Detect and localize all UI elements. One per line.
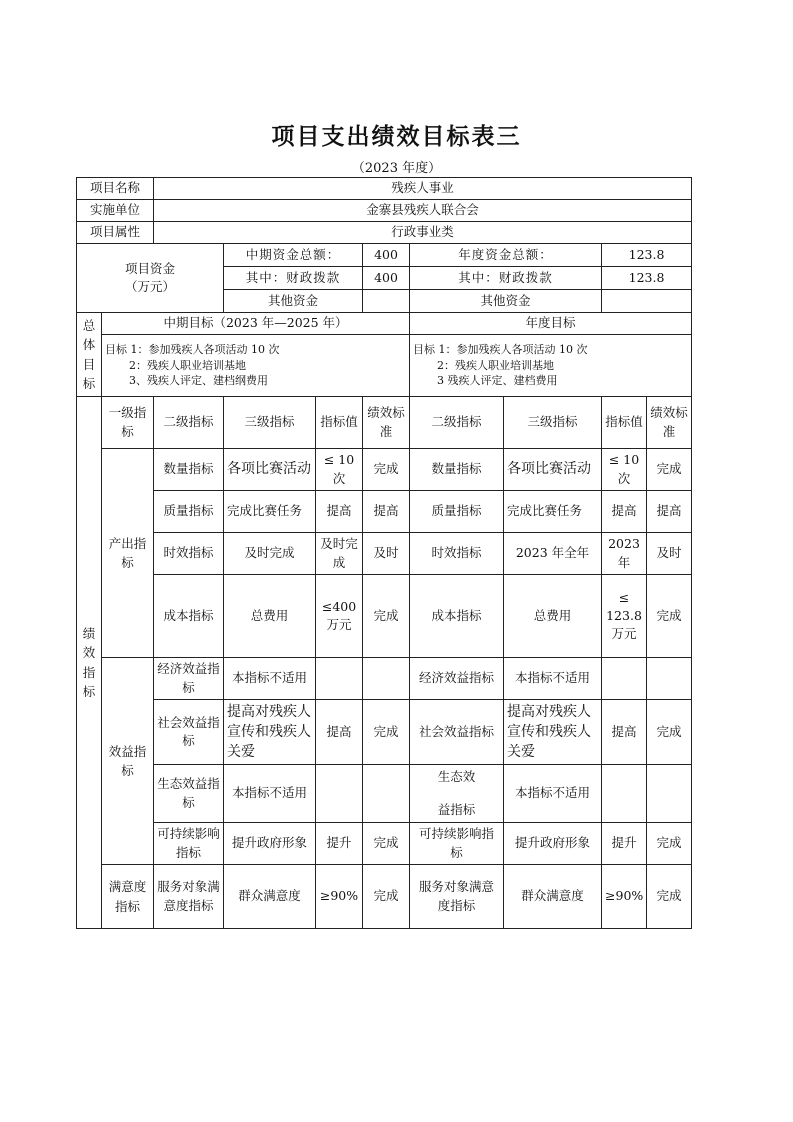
m-level3: 总费用	[224, 575, 316, 658]
y-level3: 2023 年全年	[504, 533, 602, 575]
m-level2: 社会效益指标	[154, 700, 224, 765]
mid-other-value	[363, 290, 410, 313]
m-value: 提升	[316, 823, 363, 865]
satisfaction-indicators-label: 满意度指标	[102, 865, 154, 929]
m-level3: 本指标不适用	[224, 765, 316, 823]
year-fiscal-value: 123.8	[602, 267, 692, 290]
y-level2: 社会效益指标	[410, 700, 504, 765]
header-level3: 三级指标	[224, 397, 316, 449]
year-fiscal-label: 其中：财政拨款	[410, 267, 602, 290]
y-value: 提高	[602, 700, 647, 765]
overall-goals-label: 总体目标	[77, 313, 102, 397]
mid-total-value: 400	[363, 244, 410, 267]
overall-goals-row	[77, 335, 692, 397]
m-level3: 提高对残疾人宣传和残疾人关爱	[224, 700, 316, 765]
m-value	[316, 765, 363, 823]
table-row	[77, 449, 692, 491]
y-standard: 完成	[647, 823, 692, 865]
year-total-label: 年度资金总额：	[410, 244, 602, 267]
m-value: ≤400 万元	[316, 575, 363, 658]
m-level2: 时效指标	[154, 533, 224, 575]
header-standard-year: 绩效标准	[647, 397, 692, 449]
y-standard: 完成	[647, 865, 692, 929]
mid-goal-1: 目标 1：参加残疾人各项活动 10 次	[105, 342, 280, 356]
mid-total-label: 中期资金总额：	[224, 244, 363, 267]
table-row	[77, 491, 692, 533]
benefit-indicators-label: 效益指标	[102, 658, 154, 865]
header-level1: 一级指标	[102, 397, 154, 449]
m-level2: 经济效益指标	[154, 658, 224, 700]
y-value: 2023 年	[602, 533, 647, 575]
perf-header-row	[77, 397, 692, 449]
m-level3: 提升政府形象	[224, 823, 316, 865]
y-level2-line2: 益指标	[437, 801, 476, 817]
y-standard: 完成	[647, 449, 692, 491]
table-row	[77, 823, 692, 865]
funds-label-cell	[77, 244, 224, 313]
year-other-value	[602, 290, 692, 313]
implementing-unit-value: 金寨县残疾人联合会	[154, 200, 692, 222]
table-row	[77, 865, 692, 929]
m-standard: 完成	[363, 700, 410, 765]
y-level2: 质量指标	[410, 491, 504, 533]
y-level2: 时效指标	[410, 533, 504, 575]
table-row	[77, 658, 692, 700]
project-attribute-value: 行政事业类	[154, 222, 692, 244]
y-level2-cell	[410, 765, 504, 823]
project-attribute-row	[77, 222, 692, 244]
m-standard: 完成	[363, 823, 410, 865]
y-standard	[647, 658, 692, 700]
m-value: 提高	[316, 700, 363, 765]
y-level3: 提高对残疾人宣传和残疾人关爱	[504, 700, 602, 765]
header-value-year: 指标值	[602, 397, 647, 449]
year-total-value: 123.8	[602, 244, 692, 267]
m-level3: 各项比赛活动	[224, 449, 316, 491]
header-standard: 绩效标准	[363, 397, 410, 449]
y-level2: 成本指标	[410, 575, 504, 658]
m-level2: 成本指标	[154, 575, 224, 658]
y-level3: 群众满意度	[504, 865, 602, 929]
page-title: 项目支出绩效目标表三	[271, 124, 522, 150]
header-level3-year: 三级指标	[504, 397, 602, 449]
year-goals-header: 年度目标	[410, 313, 692, 335]
m-standard: 完成	[363, 575, 410, 658]
funds-unit: （万元）	[125, 279, 176, 294]
y-value: 提高	[602, 491, 647, 533]
funds-label: 项目资金	[125, 260, 176, 276]
table-row	[77, 765, 692, 823]
m-level3: 群众满意度	[224, 865, 316, 929]
y-level2: 数量指标	[410, 449, 504, 491]
m-value: ≤ 10 次	[316, 449, 363, 491]
project-name-value: 残疾人事业	[154, 178, 692, 200]
m-standard: 完成	[363, 865, 410, 929]
y-level3: 提升政府形象	[504, 823, 602, 865]
y-standard	[647, 765, 692, 823]
project-name-label: 项目名称	[77, 178, 154, 200]
year-goal-2: 2：残疾人职业培训基地	[437, 358, 555, 372]
perf-label: 绩效指标	[77, 397, 102, 929]
table-row	[77, 700, 692, 765]
y-value: ≤ 10 次	[602, 449, 647, 491]
y-level2: 服务对象满意度指标	[410, 865, 504, 929]
year-label: （2023 年度）	[351, 161, 442, 176]
table-row	[77, 575, 692, 658]
mid-goals-cell	[102, 335, 410, 397]
mid-goals-header: 中期目标（2023 年—2025 年）	[102, 313, 410, 335]
implementing-unit-row	[77, 200, 692, 222]
y-level3: 完成比赛任务	[504, 491, 602, 533]
m-level2: 数量指标	[154, 449, 224, 491]
y-value	[602, 765, 647, 823]
y-standard: 完成	[647, 700, 692, 765]
project-attribute-label: 项目属性	[77, 222, 154, 244]
performance-target-table	[76, 177, 692, 929]
mid-fiscal-label: 其中：财政拨款	[224, 267, 363, 290]
m-value: ≥90%	[316, 865, 363, 929]
y-level3: 本指标不适用	[504, 658, 602, 700]
table-row	[77, 533, 692, 575]
y-level3: 总费用	[504, 575, 602, 658]
year-goals-cell	[410, 335, 692, 397]
y-standard: 完成	[647, 575, 692, 658]
mid-fiscal-value: 400	[363, 267, 410, 290]
m-level2: 服务对象满意度指标	[154, 865, 224, 929]
funds-total-row	[77, 244, 692, 267]
mid-goal-2: 2：残疾人职业培训基地	[129, 358, 246, 372]
y-level3: 各项比赛活动	[504, 449, 602, 491]
header-value: 指标值	[316, 397, 363, 449]
m-standard	[363, 658, 410, 700]
m-value: 提高	[316, 491, 363, 533]
output-indicators-label: 产出指标	[102, 449, 154, 658]
y-standard: 提高	[647, 491, 692, 533]
y-value: ≥90%	[602, 865, 647, 929]
y-level2: 经济效益指标	[410, 658, 504, 700]
overall-goals-header-row	[77, 313, 692, 335]
y-value: ≤ 123.8 万元	[602, 575, 647, 658]
mid-other-label: 其他资金	[224, 290, 363, 313]
year-goal-3: 3 残疾人评定、建档费用	[437, 374, 558, 388]
year-other-label: 其他资金	[410, 290, 602, 313]
year-goal-1: 目标 1：参加残疾人各项活动 10 次	[413, 342, 588, 356]
y-value	[602, 658, 647, 700]
project-name-row	[77, 178, 692, 200]
m-level3: 完成比赛任务	[224, 491, 316, 533]
y-value: 提升	[602, 823, 647, 865]
y-level3: 本指标不适用	[504, 765, 602, 823]
m-standard	[363, 765, 410, 823]
m-level2: 质量指标	[154, 491, 224, 533]
header-level2: 二级指标	[154, 397, 224, 449]
m-value	[316, 658, 363, 700]
mid-goal-3: 3、残疾人评定、建档纲费用	[129, 374, 268, 388]
y-level2: 可持续影响指标	[410, 823, 504, 865]
m-level2: 可持续影响指标	[154, 823, 224, 865]
implementing-unit-label: 实施单位	[77, 200, 154, 222]
m-level2: 生态效益指标	[154, 765, 224, 823]
m-standard: 提高	[363, 491, 410, 533]
m-standard: 及时	[363, 533, 410, 575]
m-level3: 及时完成	[224, 533, 316, 575]
m-value: 及时完成	[316, 533, 363, 575]
y-standard: 及时	[647, 533, 692, 575]
header-level2-year: 二级指标	[410, 397, 504, 449]
y-level2-line1: 生态效	[437, 769, 476, 785]
m-standard: 完成	[363, 449, 410, 491]
m-level3: 本指标不适用	[224, 658, 316, 700]
